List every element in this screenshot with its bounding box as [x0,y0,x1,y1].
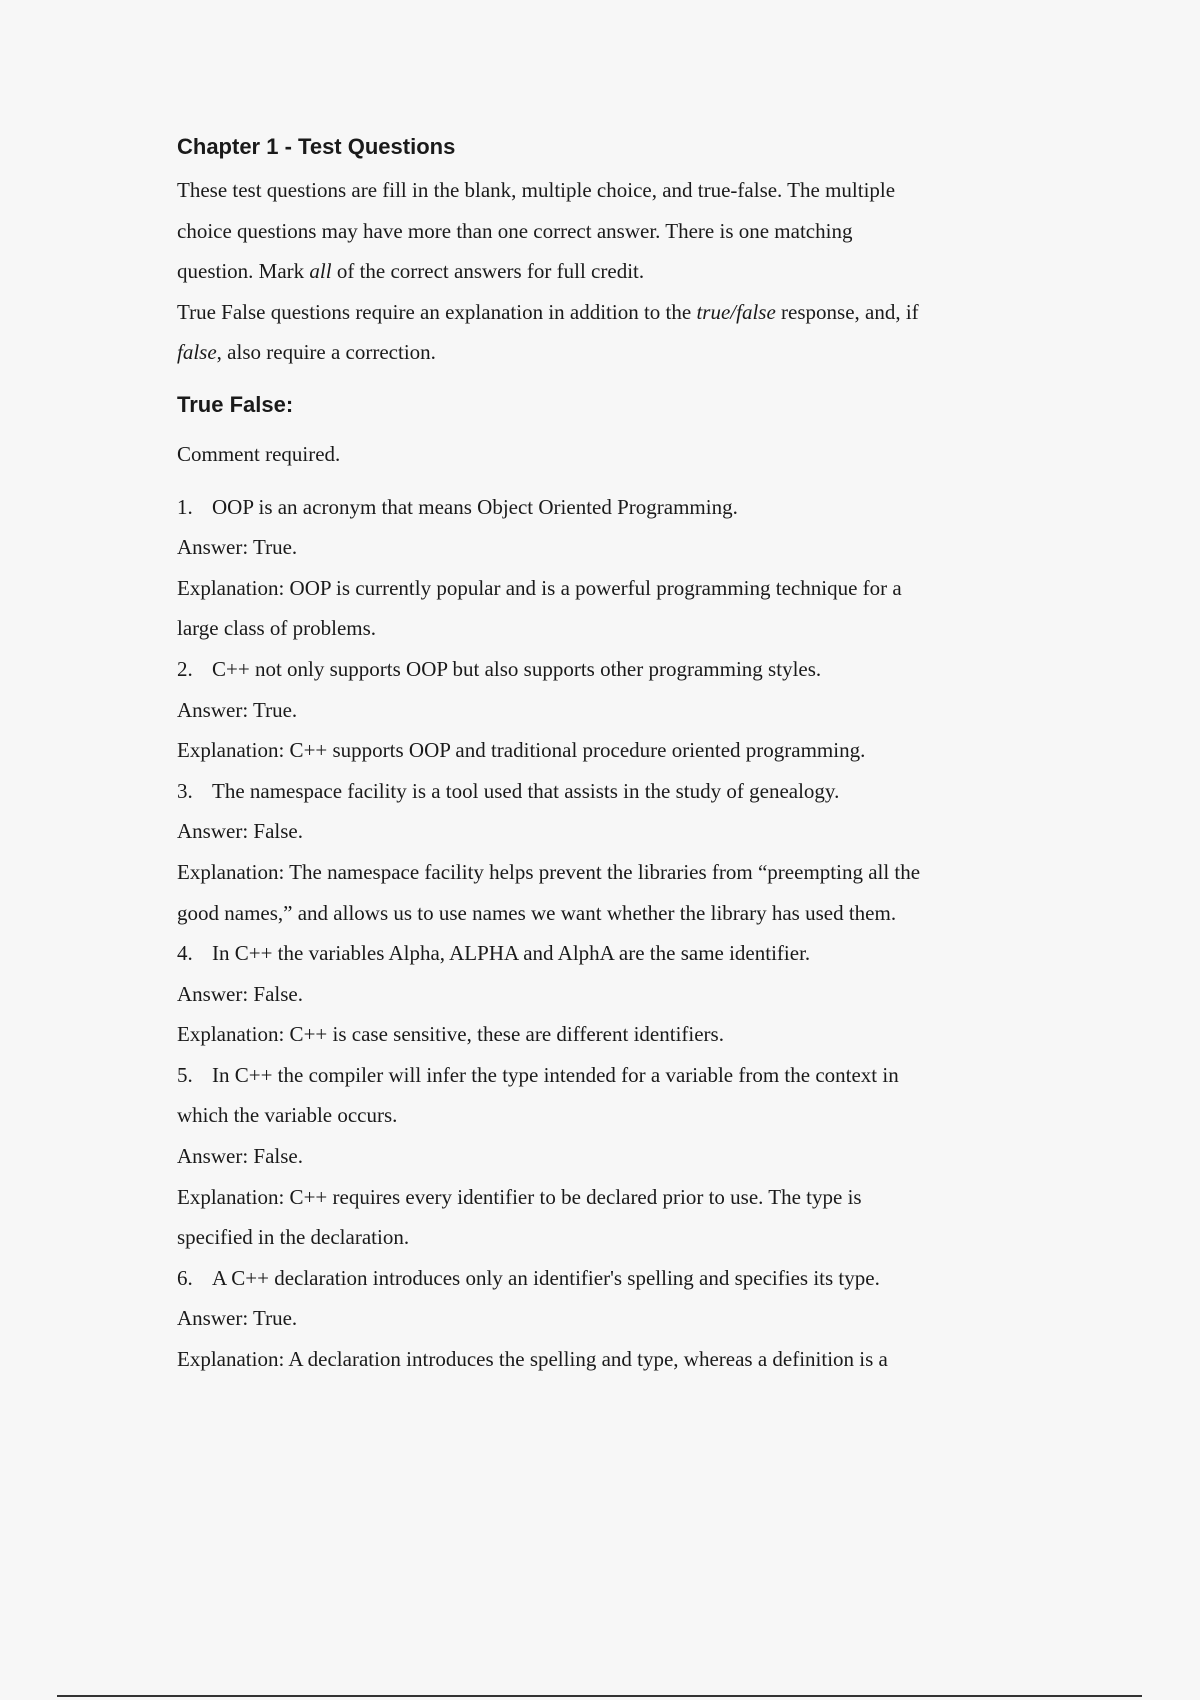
explanation: Explanation: The namespace facility helps prevent the libraries from “preempting all the [177,859,921,884]
question-number: 6. [177,1265,193,1290]
question-number: 4. [177,941,193,966]
question [177,933,1037,974]
answer: Answer: True. [177,697,298,722]
explanation: specified in the declaration. [177,1225,410,1250]
document-page [177,132,1037,1380]
explanation: Explanation: C++ is case sensitive, these are different identifiers. [177,1022,724,1047]
explanation: Explanation: A declaration introduces the spelling and type, whereas a definition is a [177,1347,888,1372]
intro-line [177,251,1037,292]
explanation: large class of problems. [177,616,377,641]
intro-paragraph [177,170,1037,373]
question-text: C++ not only supports OOP but also supports other programming styles. [212,656,822,681]
question [177,1055,1037,1096]
emphasis-false: false [177,340,217,365]
question-text: OOP is an acronym that means Object Oriented Programming. [212,494,738,519]
intro-text: of the correct answers for full credit. [331,259,645,284]
question-number: 1. [177,494,193,519]
intro-text: True False questions require an explanation in addition to the [177,299,697,324]
question [177,487,1037,528]
intro-text: , also require a correction. [216,340,436,365]
intro-text: response, and, if [775,299,919,324]
question [177,771,1037,812]
question-number: 3. [177,778,193,803]
question-text: A C++ declaration introduces only an identifier's spelling and specifies its type. [212,1265,880,1290]
question [177,1258,1037,1299]
answer: Answer: False. [177,819,303,844]
intro-text: question. Mark [177,259,310,284]
question [177,649,1037,690]
intro-line [177,332,1037,373]
page-title: Chapter 1 - Test Questions [177,134,456,159]
answer: Answer: True. [177,535,298,560]
intro-line: These test questions are fill in the blank, multiple choice, and true-false. The multiple [177,178,896,202]
question-text: The namespace facility is a tool used that assists in the study of genealogy. [212,778,840,803]
section-comment: Comment required. [177,441,341,466]
explanation: Explanation: C++ supports OOP and traditional procedure oriented programming. [177,738,866,763]
answer: Answer: False. [177,1144,303,1169]
intro-line [177,292,1037,333]
emphasis-true-false: true/false [696,299,776,324]
question-continuation: which the variable occurs. [177,1103,398,1128]
question-text: In C++ the compiler will infer the type intended for a variable from the context in [212,1062,899,1087]
question-number: 2. [177,656,193,681]
question-number: 5. [177,1062,193,1087]
answer: Answer: True. [177,1306,298,1331]
section-title: True False: [177,391,294,417]
intro-line: choice questions may have more than one correct answer. There is one matching [177,218,853,243]
question-text: In C++ the variables Alpha, ALPHA and AlphA are the same identifier. [212,941,811,966]
page-bottom-rule [57,1695,1142,1697]
answer: Answer: False. [177,981,303,1006]
emphasis-all: all [309,259,332,284]
question-list [177,487,1037,1380]
explanation: Explanation: OOP is currently popular and is a powerful programming technique for a [177,575,902,600]
explanation: Explanation: C++ requires every identifier to be declared prior to use. The type is [177,1184,862,1209]
explanation: good names,” and allows us to use names we want whether the library has used them. [177,900,897,925]
